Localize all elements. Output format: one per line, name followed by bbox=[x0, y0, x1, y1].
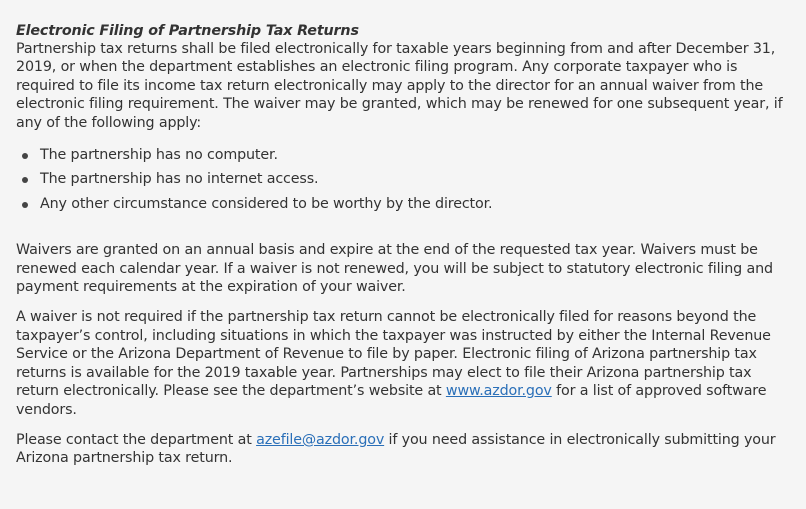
bullet-icon bbox=[22, 153, 28, 159]
not-required-text-end: for a list of approved software vendors. bbox=[16, 383, 767, 418]
bullet-icon bbox=[22, 202, 28, 208]
waiver-conditions-list bbox=[16, 146, 790, 213]
bullet-icon bbox=[22, 177, 28, 183]
contact-paragraph bbox=[16, 431, 790, 468]
intro-paragraph: Partnership tax returns shall be filed electronically for taxable years beginning from and after December 31, 2019, or when the department establishes an electronic filing program. Any corporate taxpayer who is required to file its income tax return electronically may apply to the director for an annual waiver from the electronic filing requirement. The waiver may be granted, which may be renewed for one subsequent year, if any of the following apply: bbox=[16, 41, 783, 131]
waivers-paragraph: Waivers are granted on an annual basis and expire at the end of the requested tax year. Waivers must be renewed each calendar year. If a waiver is not renewed, you will be subject to statutory electronic filing and payment requirements at the expiration of your waiver. bbox=[16, 242, 773, 296]
list-item-text: The partnership has no internet access. bbox=[40, 171, 319, 188]
list-item bbox=[16, 170, 790, 188]
contact-text-end: if you need assistance in electronically submitting your Arizona partnership tax return. bbox=[16, 431, 776, 467]
email-link[interactable]: azefile@azdor.gov bbox=[256, 431, 385, 448]
section-heading: Electronic Filing of Partnership Tax Returns bbox=[16, 23, 359, 39]
not-required-text: A waiver is not required if the partnership tax return cannot be electronically filed for reasons beyond the taxpayer’s control, including situations in which the taxpayer was instructed by either the Internal Revenue Service or the Arizona Department of Revenue to file by paper. Electronic filing of Arizona partnership tax returns is available for the 2019 taxable year. Partnerships may elect to file their Arizona partnership tax return electronically. Please see the department’s website at bbox=[16, 309, 771, 400]
list-item bbox=[16, 146, 790, 164]
list-item-text: The partnership has no computer. bbox=[40, 147, 278, 164]
contact-text: Please contact the department at bbox=[16, 431, 257, 448]
waiver-not-required-paragraph bbox=[16, 308, 790, 418]
azdor-website-link[interactable]: www.azdor.gov bbox=[445, 383, 552, 400]
list-item bbox=[16, 195, 790, 213]
list-item-text: Any other circumstance considered to be worthy by the director. bbox=[40, 195, 493, 212]
